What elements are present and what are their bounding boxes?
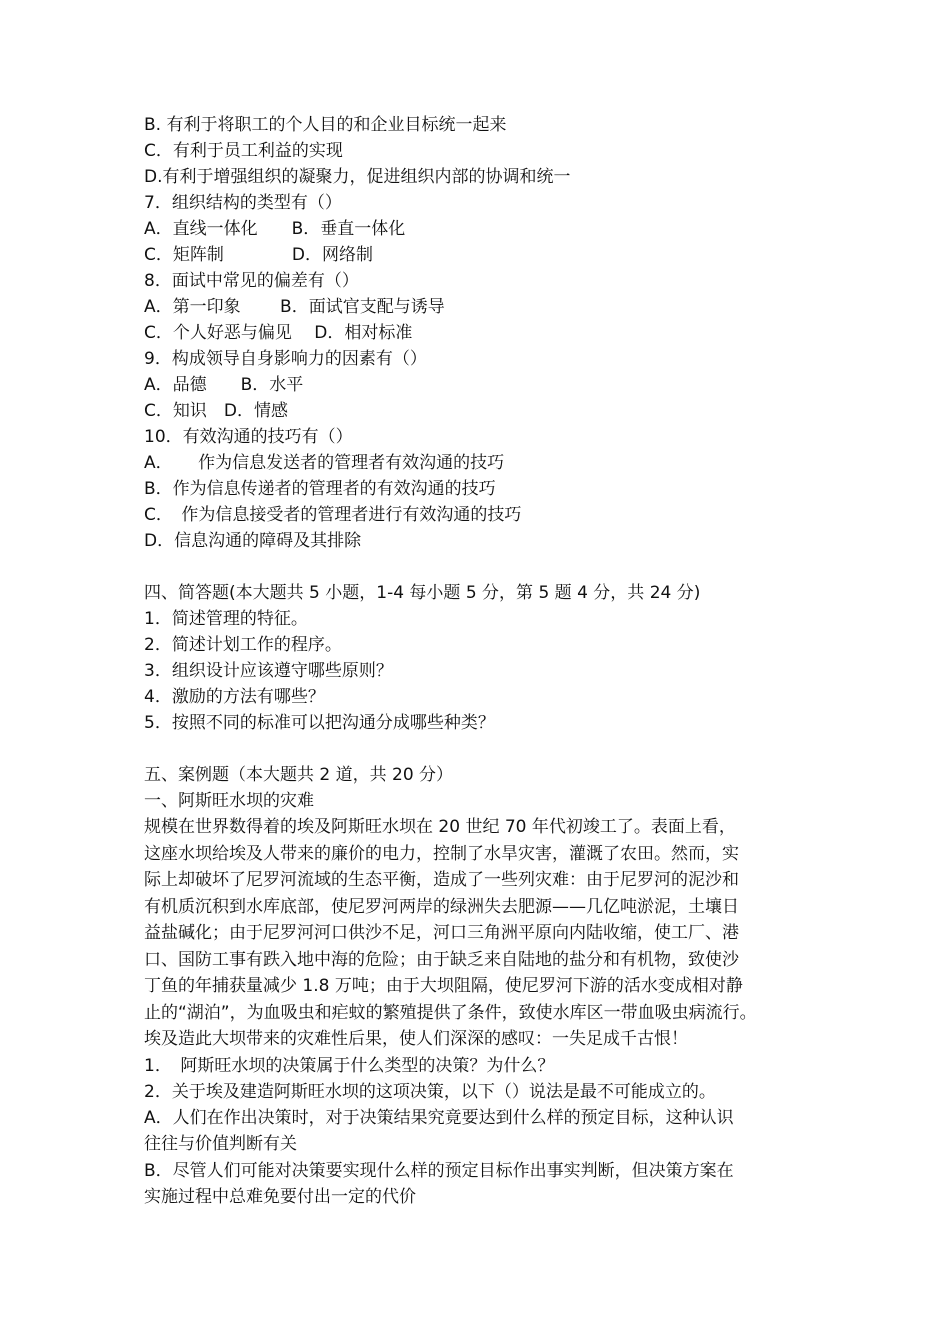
case-text-line: 这座水坝给埃及人带来的廉价的电力，控制了水旱灾害，灌溉了农田。然而，实 [144,843,739,864]
short-question: 2．简述计划工作的程序。 [144,635,342,655]
section4 [144,580,814,736]
case-text-line: 益盐碱化；由于尼罗河河口供沙不足，河口三角洲平原向内陆收缩，使工厂、港 [144,923,739,943]
option-text-line: 往往与价值判断有关 [144,1134,297,1154]
short-question: 1．简述管理的特征。 [144,609,308,629]
question-line: 10．有效沟通的技巧有（） [144,427,353,447]
option-text-line: B．尽管人们可能对决策要实现什么样的预定目标作出事实判断，但决策方案在 [144,1160,734,1181]
case-text-line: 规模在世界数得着的埃及阿斯旺水坝在 20 世纪 70 年代初竣工了。表面上看， [144,817,736,837]
option-line: D．信息沟通的障碍及其排除 [144,531,362,551]
case-option-a [144,1105,814,1158]
short-question: 5．按照不同的标准可以把沟通分成哪些种类？ [144,713,495,733]
case-text-line: 际上却破坏了尼罗河流域的生态平衡，造成了一些列灾难：由于尼罗河的泥沙和 [144,870,739,890]
case-text-line: 止的“湖泊”，为血吸虫和疟蚊的繁殖提供了条件，致使水库区一带血吸虫病流行。 [144,1002,757,1023]
option-line: A．直线一体化 B．垂直一体化 [144,219,406,239]
case-text-line: 有机质沉积到水库底部，使尼罗河两岸的绿洲失去肥源——几亿吨淤泥，土壤日 [144,896,739,917]
option-text-line: 实施过程中总难免要付出一定的代价 [144,1187,416,1207]
short-question: 3．组织设计应该遵守哪些原则？ [144,661,393,681]
case-text-line: 埃及造此大坝带来的灾难性后果，使人们深深的感叹：一失足成千古恨！ [144,1029,688,1049]
section5 [144,762,814,1211]
option-line: B．作为信息传递者的管理者的有效沟通的技巧 [144,479,496,499]
case-text-line: 丁鱼的年捕获量减少 1.8 万吨；由于大坝阻隔，使尼罗河下游的活水变成相对静 [144,976,743,996]
section4-heading: 四、简答题(本大题共 5 小题，1-4 每小题 5 分，第 5 题 4 分，共 24 分) [144,583,701,603]
option-line: A．品德 B．水平 [144,375,304,395]
case-question-1: 1． 阿斯旺水坝的决策属于什么类型的决策？为什么？ [144,1055,555,1076]
short-question: 4．激励的方法有哪些？ [144,687,325,707]
case-text-line: 口、国防工事有跌入地中海的危险；由于缺乏来自陆地的盐分和有机物，致使沙 [144,949,739,970]
blank-line [144,554,814,580]
option-line: B. 有利于将职工的个人目的和企业目标统一起来 [144,115,507,135]
section3-tail [144,112,814,554]
question-line: 9．构成领导自身影响力的因素有（） [144,349,427,369]
option-line: C． 作为信息接受者的管理者进行有效沟通的技巧 [144,505,522,525]
option-line: C．个人好恶与偏见 D．相对标准 [144,323,413,343]
question-line: 7．组织结构的类型有（） [144,193,342,213]
section5-heading: 五、案例题（本大题共 2 道，共 20 分） [144,765,454,785]
option-line: A． 作为信息发送者的管理者有效沟通的技巧 [144,453,505,473]
case-question-2: 2．关于埃及建造阿斯旺水坝的这项决策，以下（）说法是最不可能成立的。 [144,1081,716,1102]
case-text [144,814,814,1053]
blank-line [144,736,814,762]
question-line: 8．面试中常见的偏差有（） [144,271,359,291]
case-option-b [144,1158,814,1211]
option-text-line: A．人们在作出决策时，对于决策结果究竟要达到什么样的预定目标，这种认识 [144,1107,734,1128]
option-line: C．有利于员工利益的实现 [144,141,343,161]
option-line: C．知识 D．情感 [144,401,288,421]
case-title: 一、阿斯旺水坝的灾难 [144,791,314,811]
option-line: C．矩阵制 D．网络制 [144,245,373,265]
option-line: A．第一印象 B．面试官支配与诱导 [144,297,445,317]
document-page [144,112,814,1211]
option-line: D.有利于增强组织的凝聚力，促进组织内部的协调和统一 [144,167,571,187]
